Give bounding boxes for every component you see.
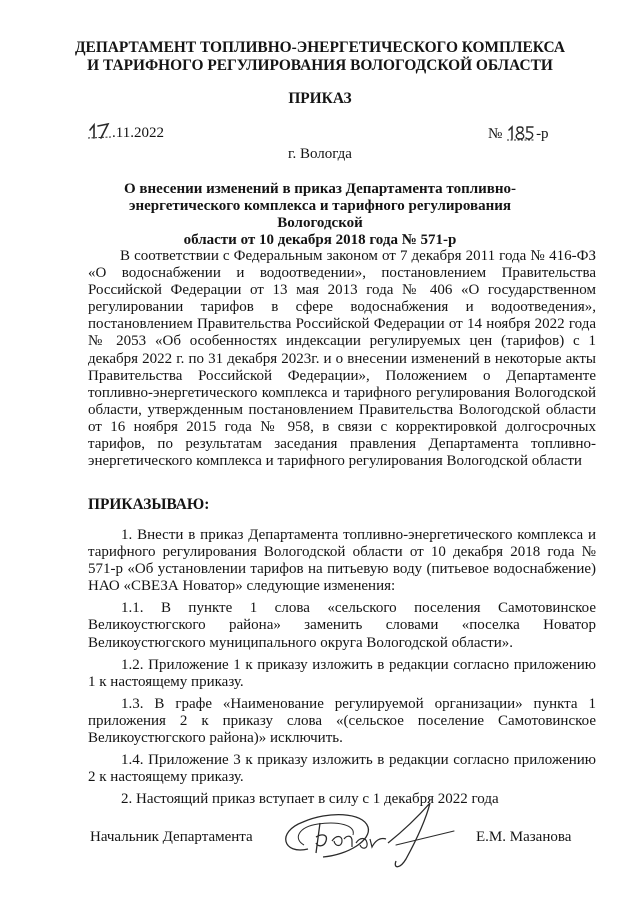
city: г. Вологда [288, 146, 352, 162]
org-name-line-2: И ТАРИФНОГО РЕГУЛИРОВАНИЯ ВОЛОГОДСКОЙ ОБЛАСТИ [87, 57, 553, 74]
order-item: 1.1. В пункте 1 слова «сельского поселения Самотовинское Великоустюгского района» заменить словами «поселка Новатор Великоустюгского муниципального округа Вологодской области». [88, 600, 596, 651]
order-items [88, 527, 596, 813]
signer-name: Е.М. Мазанова [476, 829, 572, 845]
order-item: 1.4. Приложение 3 к приказу изложить в редакции согласно приложению 2 к настоящему приказу. [88, 752, 596, 786]
preamble-paragraph: В соответствии с Федеральным законом от 7 декабря 2011 года № 416-ФЗ «О водоснабжении и водоотведении», постановлением Правительства Российской Федерации от 13 мая 2013 года № 406 «О государственном регулировании тарифов в сфере водоснабжения и водоотведения», постановлением Правительства Российской Федерации от 14 ноября 2022 года № 2053 «Об особенностях индексации регулируемых цен (тарифов) с 1 декабря 2022 г. по 31 декабря 2023г. и о внесении изменений в некоторые акты Правительства Российской Федерации», Положением о Департаменте топливно-энергетического комплекса и тарифного регулирования Вологодской области, утвержденным постановлением Правительства Вологодской области от 16 ноября 2015 года № 958, в связи с корректировкой долгосрочных тарифов, по результатам заседания правления Департамента топливно-энергетического комплекса и тарифного регулирования Вологодской области [88, 248, 596, 470]
date-rest: .11.2022 [112, 125, 164, 141]
order-item: 1. Внести в приказ Департамента топливно-энергетического комплекса и тарифного регулирования Вологодской области от 10 декабря 2018 года № 571-р «Об установлении тарифов на питьевую воду (питьевое водоснабжение) НАО «СВЕЗА Новатор» следующие изменения: [88, 527, 596, 595]
subject-line-1: О внесении изменений в приказ Департамента топливно- [123, 181, 517, 197]
org-name-line-1: ДЕПАРТАМЕНТ ТОПЛИВНО-ЭНЕРГЕТИЧЕСКОГО КОМПЛЕКСА [74, 39, 566, 56]
subject-line-3: области от 10 декабря 2018 года № 571-р [183, 232, 457, 248]
prikazyvayu-heading: ПРИКАЗЫВАЮ: [88, 496, 210, 513]
signature [268, 797, 468, 877]
order-item: 1.3. В графе «Наименование регулируемой организации» пункта 1 приложения 2 к приказу слова «(сельское поселение Самотовинское Великоустюгского района)» исключить. [88, 695, 596, 747]
doc-type: ПРИКАЗ [288, 90, 352, 107]
handwritten-number [506, 125, 536, 141]
number-suffix: -р [536, 126, 549, 142]
number-prefix: № [488, 126, 503, 142]
order-date [90, 125, 164, 142]
order-item: 2. Настоящий приказ вступает в силу с 1 декабря 2022 года [121, 791, 499, 808]
order-item: 1.2. Приложение 1 к приказу изложить в редакции согласно приложению 1 к настоящему приказу. [88, 656, 596, 690]
handwritten-day [87, 119, 113, 141]
subject-line-2: энергетического комплекса и тарифного регулирования Вологодской [128, 198, 512, 231]
signer-role: Начальник Департамента [90, 829, 253, 845]
org-header [0, 39, 640, 75]
order-subject [88, 181, 552, 249]
order-number [488, 125, 549, 143]
